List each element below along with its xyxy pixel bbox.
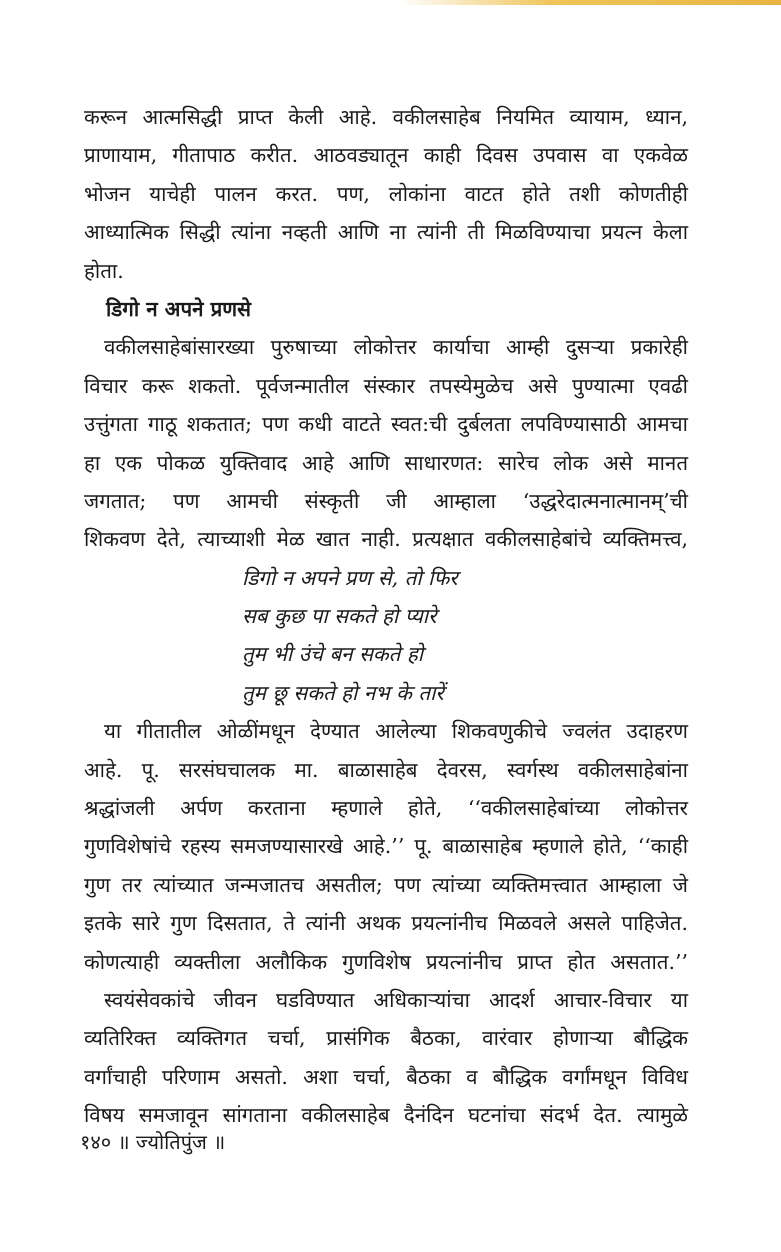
text-line: गुणविशेषांचे रहस्य समजण्यासारखे आहे.’’ पू. बाळासाहेब म्हणाले होते, ‘‘काही xyxy=(84,834,688,859)
text-line: हा एक पोकळ युक्तिवाद आहे आणि साधारणत: सारेच लोक असे मानत xyxy=(84,450,688,475)
text-line: गुण तर त्यांच्यात जन्मजातच असतील; पण त्यांच्या व्यक्तिमत्त्वात आम्हाला जे xyxy=(84,872,688,897)
text-line: इतके सारे गुण दिसतात, ते त्यांनी अथक प्रयत्नांनीच मिळवले असले पाहिजेत. xyxy=(84,911,688,936)
text-line: श्रद्धांजली अर्पण करताना म्हणाले होते, ‘‘वकीलसाहेबांच्या लोकोत्तर xyxy=(84,796,688,821)
page-footer xyxy=(80,1128,225,1156)
text-line: विचार करू शकतो. पूर्वजन्मातील संस्कार तपस्येमुळेच असे पुण्यात्मा एवढी xyxy=(84,373,688,398)
text-line: वकीलसाहेबांसारख्या पुरुषाच्या लोकोत्तर कार्याचा आम्ही दुसऱ्या प्रकारेही xyxy=(104,335,688,360)
top-accent-bar xyxy=(400,0,781,5)
text-line: करून आत्मसिद्धी प्राप्त केली आहे. वकीलसाहेब नियमित व्यायाम, ध्यान, xyxy=(84,105,688,129)
poem-line: तुम छू सकते हो नभ के तारें xyxy=(242,680,444,705)
section-heading: डिगो न अपने प्रणसे xyxy=(106,296,251,321)
text-line: होता. xyxy=(84,258,124,283)
page-text xyxy=(84,98,688,1135)
page-number: १४० xyxy=(80,1130,112,1154)
text-line: वर्गांचाही परिणाम असतो. अशा चर्चा, बैठका व बौद्धिक वर्गांमधून विविध xyxy=(84,1064,688,1089)
text-line: स्वयंसेवकांचे जीवन घडविण्यात अधिकाऱ्यांचा आदर्श आचार-विचार या xyxy=(104,987,688,1012)
text-line: जगतात; पण आमची संस्कृती जी आम्हाला ‘उद्धरेदात्मनात्मानम्’ची xyxy=(84,488,688,513)
text-line: भोजन याचेही पालन करत. पण, लोकांना वाटत होते तशी कोणतीही xyxy=(84,181,688,206)
text-line: उत्तुंगता गाठू शकतात; पण कधी वाटते स्वत:ची दुर्बलता लपविण्यासाठी आमचा xyxy=(84,412,688,437)
poem-line: डिगो न अपने प्रण से, तो फिर xyxy=(242,565,458,590)
text-line: कोणत्याही व्यक्तीला अलौकिक गुणविशेष प्रयत्नांनीच प्राप्त होत असतात.’’ xyxy=(84,949,688,974)
poem-line: तुम भी उंचे बन सकते हो xyxy=(242,642,424,667)
poem-line: सब कुछ पा सकते हो प्यारे xyxy=(242,604,437,629)
text-line: आहे. पू. सरसंघचालक मा. बाळासाहेब देवरस, स्वर्गस्थ वकीलसाहेबांना xyxy=(84,757,688,782)
text-line: आध्यात्मिक सिद्धी त्यांना नव्हती आणि ना त्यांनी ती मिळविण्याचा प्रयत्न केला xyxy=(84,220,688,245)
book-title: ॥ ज्योतिपुंज ॥ xyxy=(117,1130,226,1154)
text-line: व्यतिरिक्त व्यक्तिगत चर्चा, प्रासंगिक बैठका, वारंवार होणाऱ्या बौद्धिक xyxy=(84,1026,688,1051)
text-line: विषय समजावून सांगताना वकीलसाहेब दैनंदिन घटनांचा संदर्भ देत. त्यामुळे xyxy=(84,1103,688,1128)
text-line: या गीतातील ओळींमधून देण्यात आलेल्या शिकवणुकीचे ज्वलंत उदाहरण xyxy=(104,719,688,744)
text-line: प्राणायाम, गीतापाठ करीत. आठवड्यातून काही दिवस उपवास वा एकवेळ xyxy=(84,143,688,168)
text-line: शिकवण देते, त्याच्याशी मेळ खात नाही. प्रत्यक्षात वकीलसाहेबांचे व्यक्तिमत्त्व, xyxy=(84,527,688,552)
